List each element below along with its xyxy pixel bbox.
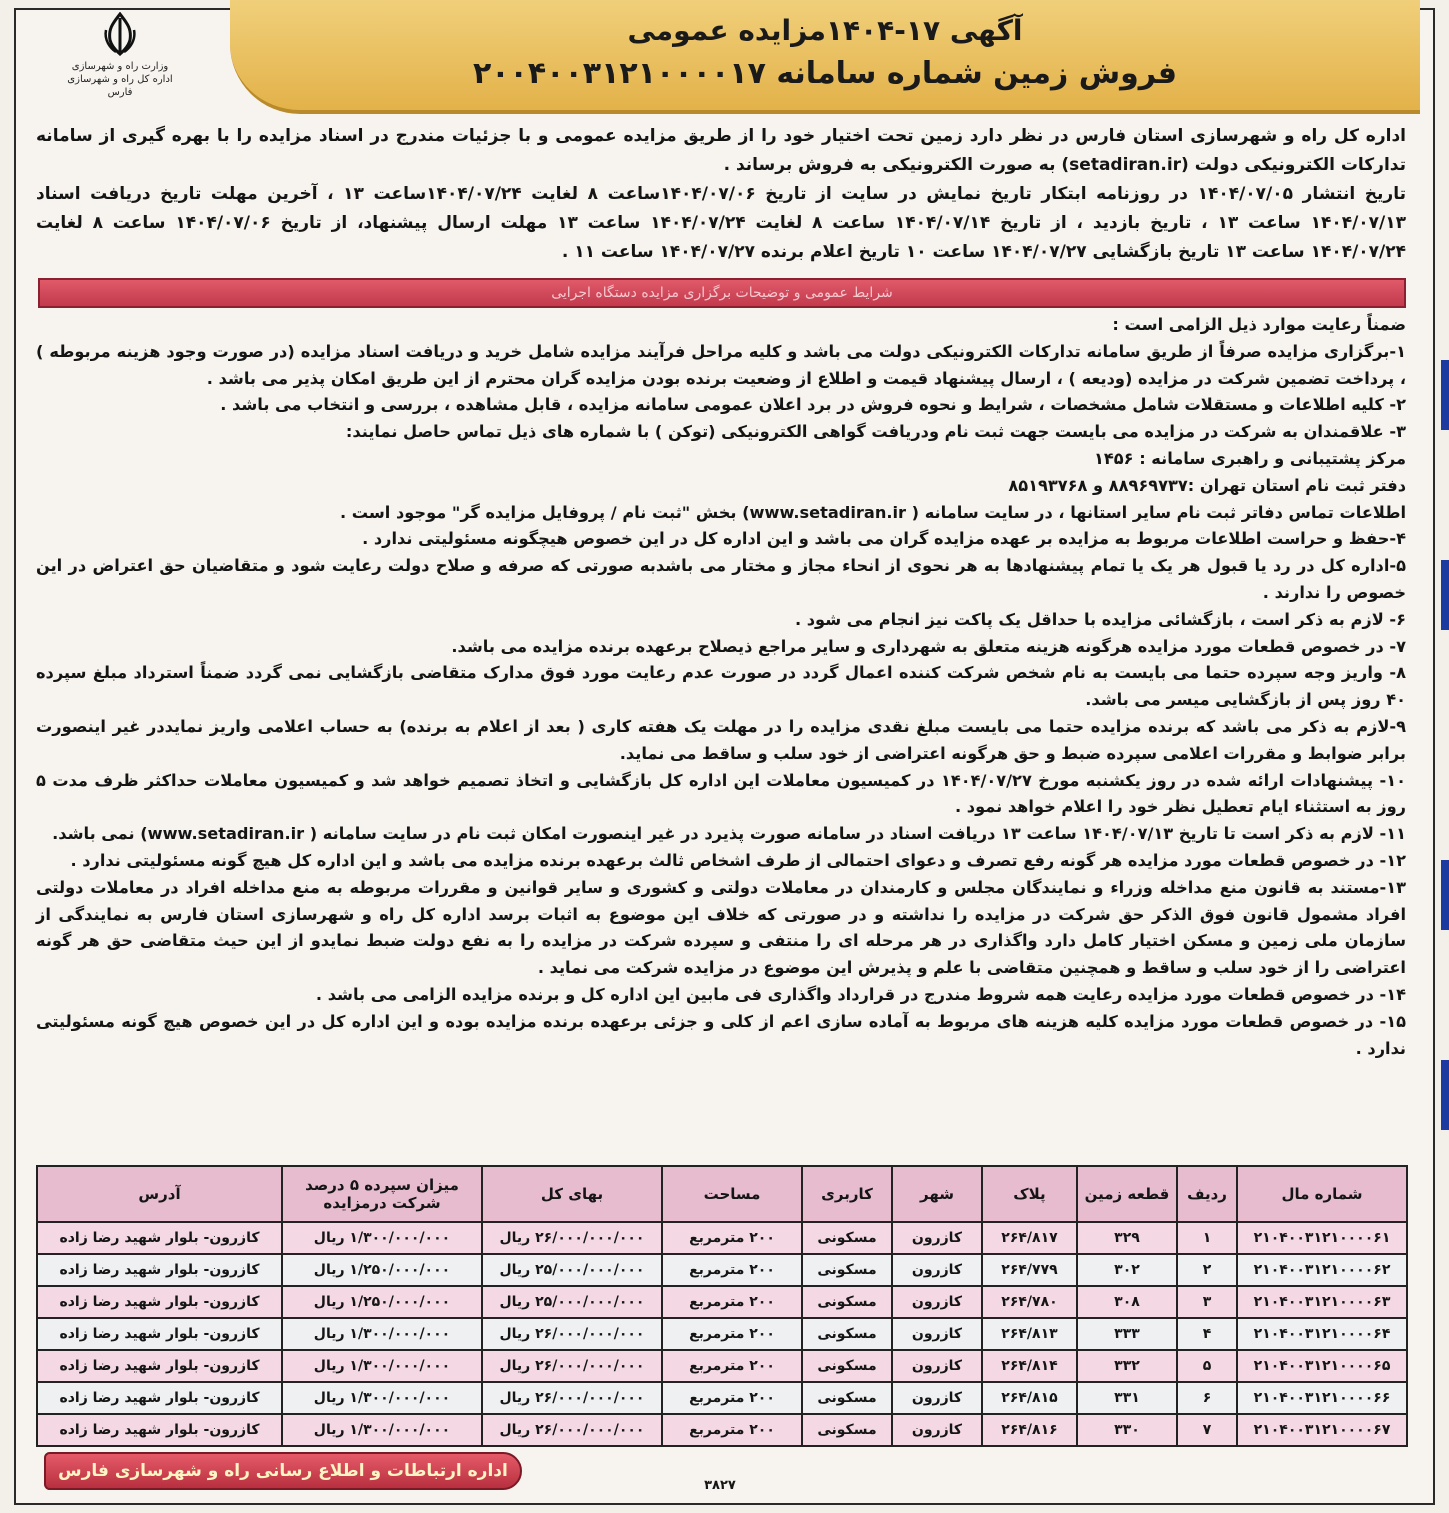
cell-address: کازرون- بلوار شهید رضا زاده <box>37 1254 282 1286</box>
table-row <box>37 1414 1407 1446</box>
cell-usage: مسکونی <box>802 1254 892 1286</box>
cell-city: کازرون <box>892 1414 982 1446</box>
condition-item: ۸- واریز وجه سپرده حتما می بایست به نام شخص شرکت کننده اعمال گردد در صورت عدم رعایت مورد فوق مدارک متقاضی بازگشایی نمی گردد ضمناً استرداد مبلغ سپرده ۴۰ روز پس از بازگشایی میسر می باشد. <box>36 663 1406 710</box>
logo-org-line1: وزارت راه و شهرسازی <box>71 61 169 72</box>
cell-row-number: ۳ <box>1177 1286 1237 1318</box>
condition-item: ۱۰- پیشنهادات ارائه شده در روز یکشنبه مورخ ۱۴۰۴/۰۷/۲۷ در کمیسیون معاملات این اداره کل بازگشایی و اتخاذ تصمیم خواهد شد و کمیسیون معاملات حداکثر ظرف مدت ۵ روز به استثناء ایام تعطیل نظر خود را اعلام خواهد نمود . <box>36 770 1406 817</box>
cell-city: کازرون <box>892 1254 982 1286</box>
cell-plot: ۳۳۲ <box>1077 1350 1177 1382</box>
header-address: آدرس <box>37 1166 282 1222</box>
cell-total-price: ۲۶/۰۰۰/۰۰۰/۰۰۰ ریال <box>482 1350 662 1382</box>
logo-org-line2: اداره کل راه و شهرسازی فارس <box>67 74 173 98</box>
emblem-icon <box>100 12 140 56</box>
cell-deposit: ۱/۲۵۰/۰۰۰/۰۰۰ ریال <box>282 1254 482 1286</box>
cell-asset-number: ۲۱۰۴۰۰۳۱۲۱۰۰۰۰۶۴ <box>1237 1318 1407 1350</box>
cell-city: کازرون <box>892 1222 982 1254</box>
cell-total-price: ۲۶/۰۰۰/۰۰۰/۰۰۰ ریال <box>482 1222 662 1254</box>
cell-row-number: ۵ <box>1177 1350 1237 1382</box>
cell-total-price: ۲۶/۰۰۰/۰۰۰/۰۰۰ ریال <box>482 1382 662 1414</box>
cell-row-number: ۷ <box>1177 1414 1237 1446</box>
header-registration: پلاک <box>982 1166 1077 1222</box>
cell-row-number: ۴ <box>1177 1318 1237 1350</box>
cell-plot: ۳۰۸ <box>1077 1286 1177 1318</box>
table-header-row <box>37 1166 1407 1222</box>
cell-address: کازرون- بلوار شهید رضا زاده <box>37 1350 282 1382</box>
cell-deposit: ۱/۳۰۰/۰۰۰/۰۰۰ ریال <box>282 1350 482 1382</box>
cell-asset-number: ۲۱۰۴۰۰۳۱۲۱۰۰۰۰۶۵ <box>1237 1350 1407 1382</box>
conditions-banner: شرایط عمومی و توضیحات برگزاری مزایده دستگاه اجرایی <box>38 278 1406 308</box>
condition-item: ۵-اداره کل در رد یا قبول هر یک یا تمام پیشنهادها به هر نحوی از انحاء مجاز و مختار می باشدبه صورتی که صرفه و صلاح دولت رعایت شود و متقاضیان حق اعتراض در این خصوص را ندارند . <box>36 556 1406 602</box>
cell-address: کازرون- بلوار شهید رضا زاده <box>37 1318 282 1350</box>
condition-item: ۱۵- در خصوص قطعات مورد مزایده کلیه هزینه های مربوط به آماده سازی اعم از کلی و جزئی برعهده برنده مزایده بوده و این اداره کل در این خصوص هیچ گونه مسئولیتی ندارد . <box>36 1011 1406 1058</box>
cell-area: ۲۰۰ مترمربع <box>662 1286 802 1318</box>
cell-deposit: ۱/۳۰۰/۰۰۰/۰۰۰ ریال <box>282 1222 482 1254</box>
header-total-price: بهای کل <box>482 1166 662 1222</box>
cell-usage: مسکونی <box>802 1414 892 1446</box>
cell-total-price: ۲۶/۰۰۰/۰۰۰/۰۰۰ ریال <box>482 1318 662 1350</box>
cell-asset-number: ۲۱۰۴۰۰۳۱۲۱۰۰۰۰۶۶ <box>1237 1382 1407 1414</box>
cell-asset-number: ۲۱۰۴۰۰۳۱۲۱۰۰۰۰۶۳ <box>1237 1286 1407 1318</box>
header-city: شهر <box>892 1166 982 1222</box>
cell-total-price: ۲۶/۰۰۰/۰۰۰/۰۰۰ ریال <box>482 1414 662 1446</box>
cell-usage: مسکونی <box>802 1318 892 1350</box>
condition-item: ضمناً رعایت موارد ذیل الزامی است : <box>1112 315 1406 334</box>
cell-registration: ۲۶۴/۸۱۴ <box>982 1350 1077 1382</box>
table-row <box>37 1318 1407 1350</box>
cell-plot: ۳۳۳ <box>1077 1318 1177 1350</box>
condition-item: اطلاعات تماس دفاتر ثبت نام سایر استانها ، در سایت سامانه ( www.setadiran.ir) بخش "ثبت نام / پروفایل مزایده گر" موجود است . <box>339 502 1406 522</box>
cell-deposit: ۱/۲۵۰/۰۰۰/۰۰۰ ریال <box>282 1286 482 1318</box>
header-deposit: میزان سپرده ۵ درصد شرکت درمزایده <box>282 1166 482 1222</box>
cell-address: کازرون- بلوار شهید رضا زاده <box>37 1222 282 1254</box>
cell-usage: مسکونی <box>802 1286 892 1318</box>
land-table <box>36 1165 1408 1445</box>
cell-asset-number: ۲۱۰۴۰۰۳۱۲۱۰۰۰۰۶۱ <box>1237 1222 1407 1254</box>
cell-asset-number: ۲۱۰۴۰۰۳۱۲۱۰۰۰۰۶۲ <box>1237 1254 1407 1286</box>
cell-registration: ۲۶۴/۸۱۷ <box>982 1222 1077 1254</box>
cell-address: کازرون- بلوار شهید رضا زاده <box>37 1286 282 1318</box>
cell-registration: ۲۶۴/۷۸۰ <box>982 1286 1077 1318</box>
condition-item: ۴-حفظ و حراست اطلاعات مربوط به مزایده بر عهده مزایده گران می باشد و این اداره کل در این خصوص هیچگونه مسئولیتی ندارد . <box>362 529 1406 549</box>
cell-area: ۲۰۰ مترمربع <box>662 1254 802 1286</box>
cell-plot: ۳۳۱ <box>1077 1382 1177 1414</box>
cell-city: کازرون <box>892 1382 982 1414</box>
header-plot: قطعه زمین <box>1077 1166 1177 1222</box>
cell-city: کازرون <box>892 1286 982 1318</box>
table-row <box>37 1222 1407 1254</box>
page-code: ۳۸۲۷ <box>704 1478 736 1493</box>
cell-usage: مسکونی <box>802 1350 892 1382</box>
cell-row-number: ۱ <box>1177 1222 1237 1254</box>
cell-deposit: ۱/۳۰۰/۰۰۰/۰۰۰ ریال <box>282 1318 482 1350</box>
cell-plot: ۳۳۰ <box>1077 1414 1177 1446</box>
condition-item: ۱۱- لازم به ذکر است تا تاریخ ۱۴۰۴/۰۷/۱۳ ساعت ۱۳ دریافت اسناد در سامانه صورت پذیرد در غیر اینصورت امکان ثبت نام در سایت سامانه ( www.setadiran.ir) نمی باشد. <box>52 824 1406 844</box>
cell-row-number: ۶ <box>1177 1382 1237 1414</box>
header-asset-number: شماره مال <box>1237 1166 1407 1222</box>
dates-paragraph: تاریخ انتشار ۱۴۰۴/۰۷/۰۵ در روزنامه ابتکار تاریخ نمایش در سایت از تاریخ ۱۴۰۴/۰۷/۰۶ساعت ۸ لغایت ۱۴۰۴/۰۷/۲۴ساعت ۱۳ ، آخرین مهلت تاریخ دریافت اسناد ۱۴۰۴/۰۷/۱۳ ساعت ۱۳ ، تاریخ بازدید ، از تاریخ ۱۴۰۴/۰۷/۱۴ ساعت ۸ لغایت ۱۴۰۴/۰۷/۲۴ ساعت ۱۳ مهلت ارسال پیشنهاد، از تاریخ ۱۴۰۴/۰۷/۰۶ ساعت ۸ لغایت ۱۴۰۴/۰۷/۲۴ ساعت ۱۳ تاریخ بازگشایی ۱۴۰۴/۰۷/۲۷ ساعت ۱۰ تاریخ اعلام برنده ۱۴۰۴/۰۷/۲۷ ساعت ۱۱ . <box>36 184 1407 262</box>
conditions-list <box>36 312 1406 1062</box>
cell-registration: ۲۶۴/۸۱۳ <box>982 1318 1077 1350</box>
condition-item: ۹-لازم به ذکر می باشد که برنده مزایده حتما می بایست مبلغ نقدی مزایده را در مهلت یک هفته کاری ( بعد از اعلام به برنده) به حساب اعلامی واریز نمایددر غیر اینصورت برابر ضوابط و مقررات اعلامی سپرده ضبط و حق هرگونه اعتراضی از خود سلب و ساقط می نماید. <box>36 716 1406 763</box>
cell-row-number: ۲ <box>1177 1254 1237 1286</box>
header-usage: کاربری <box>802 1166 892 1222</box>
ministry-logo <box>60 12 180 102</box>
table-row <box>37 1382 1407 1414</box>
condition-item: ۱۳-مستند به قانون منع مداخله وزراء و نمایندگان مجلس و کارمندان در معاملات دولتی و کشوری و سایر قوانین و مقررات مربوطه به منع مداخله افراد در معاملات دولتی افراد مشمول قانون فوق الذکر حق شرکت در مزایده را نداشته و در صورتی که خلاف این موضوع به اثبات برسد اداره کل راه و شهرسازی استان فارس به نمایندگی از سازمان ملی زمین و مسکن اختیار کامل دارد واگذاری در هر مرحله ای را منتفی و سپرده شرکت در مزایده را به نفع دولت ضبط نمایدو از این حیث متقاضی حق هر گونه اعتراضی را از خود سلب و ساقط و همچنین متقاضی با علم و پذیرش این موضوع در مزایده شرکت می نماید . <box>36 877 1406 978</box>
cell-total-price: ۲۵/۰۰۰/۰۰۰/۰۰۰ ریال <box>482 1286 662 1318</box>
cell-address: کازرون- بلوار شهید رضا زاده <box>37 1382 282 1414</box>
condition-item: دفتر ثبت نام استان تهران :۸۸۹۶۹۷۳۷ و ۸۵۱۹۳۷۶۸ <box>1008 475 1406 495</box>
table-row <box>37 1286 1407 1318</box>
cell-registration: ۲۶۴/۷۷۹ <box>982 1254 1077 1286</box>
condition-item: مرکز پشتیبانی و راهبری سامانه : ۱۴۵۶ <box>1094 448 1406 468</box>
cell-area: ۲۰۰ مترمربع <box>662 1382 802 1414</box>
footer-badge: اداره ارتباطات و اطلاع رسانی راه و شهرسازی فارس <box>44 1452 522 1490</box>
condition-item: ۱-برگزاری مزایده صرفاً از طریق سامانه تدارکات الکترونیکی دولت می باشد و کلیه مراحل فرآیند مزایده شامل خرید و دریافت اسناد مزایده (در صورت وجود هزینه مربوطه ) ، پرداخت تضمین شرکت در مزایده (ودیعه ) ، ارسال پیشنهاد قیمت و اطلاع از وضعیت برنده بودن مزایده گران محترم از این طریق امکان پذیر می باشد . <box>36 341 1406 388</box>
header-subtitle: فروش زمین شماره سامانه ۲۰۰۴۰۰۳۱۲۱۰۰۰۰۱۷ <box>472 56 1178 91</box>
cell-plot: ۳۲۹ <box>1077 1222 1177 1254</box>
condition-item: ۲- کلیه اطلاعات و مستقلات شامل مشخصات ، شرایط و نحوه فروش در برد اعلان عمومی سامانه مزایده ، قابل مشاهده ، بررسی و انتخاب می باشد . <box>220 395 1406 415</box>
cell-usage: مسکونی <box>802 1222 892 1254</box>
cell-registration: ۲۶۴/۸۱۶ <box>982 1414 1077 1446</box>
header-area: مساحت <box>662 1166 802 1222</box>
condition-item: ۳- علاقمندان به شرکت در مزایده می بایست جهت ثبت نام ودریافت گواهی الکترونیکی (توکن ) با شماره های ذیل تماس حاصل نمایند: <box>345 422 1406 442</box>
cell-total-price: ۲۵/۰۰۰/۰۰۰/۰۰۰ ریال <box>482 1254 662 1286</box>
header-title: آگهی ۱۷-۱۴۰۴مزایده عمومی <box>627 14 1023 47</box>
table-row <box>37 1350 1407 1382</box>
condition-item: ۱۴- در خصوص قطعات مورد مزایده رعایت همه شروط مندرج در قرارداد واگذاری فی مابین این اداره کل و برنده مزایده الزامی می باشد . <box>315 984 1406 1004</box>
side-tab <box>1441 1060 1449 1130</box>
side-tab <box>1441 860 1449 930</box>
cell-city: کازرون <box>892 1350 982 1382</box>
cell-area: ۲۰۰ مترمربع <box>662 1414 802 1446</box>
cell-city: کازرون <box>892 1318 982 1350</box>
table-row <box>37 1254 1407 1286</box>
intro-text <box>36 122 1406 267</box>
cell-area: ۲۰۰ مترمربع <box>662 1350 802 1382</box>
cell-area: ۲۰۰ مترمربع <box>662 1222 802 1254</box>
cell-address: کازرون- بلوار شهید رضا زاده <box>37 1414 282 1446</box>
side-tab <box>1441 360 1449 430</box>
cell-usage: مسکونی <box>802 1382 892 1414</box>
side-tab <box>1441 560 1449 630</box>
header-row-number: ردیف <box>1177 1166 1237 1222</box>
condition-item: ۱۲- در خصوص قطعات مورد مزایده هر گونه رفع تصرف و دعوای احتمالی از طرف اشخاص ثالث برعهده برنده مزایده می باشد و این اداره کل هیچ گونه مسئولیتی ندارد . <box>70 850 1406 870</box>
condition-item: ۶- لازم به ذکر است ، بازگشائی مزایده با حداقل یک پاکت نیز انجام می شود . <box>794 609 1406 629</box>
intro-paragraph: اداره کل راه و شهرسازی استان فارس در نظر دارد زمین تحت اختیار خود را از طریق مزایده عمومی و با جزئیات مندرج در اسناد مزایده را با بهره گیری از سامانه تدارکات الکترونیکی دولت (setadiran.ir) به صورت الکترونیکی به فروش برساند . <box>36 126 1406 175</box>
cell-deposit: ۱/۳۰۰/۰۰۰/۰۰۰ ریال <box>282 1382 482 1414</box>
cell-area: ۲۰۰ مترمربع <box>662 1318 802 1350</box>
condition-item: ۷- در خصوص قطعات مورد مزایده هرگونه هزینه متعلق به شهرداری و سایر مراجع ذیصلاح برعهده برنده مزایده می باشد. <box>451 636 1406 656</box>
cell-asset-number: ۲۱۰۴۰۰۳۱۲۱۰۰۰۰۶۷ <box>1237 1414 1407 1446</box>
cell-plot: ۳۰۲ <box>1077 1254 1177 1286</box>
cell-registration: ۲۶۴/۸۱۵ <box>982 1382 1077 1414</box>
cell-deposit: ۱/۳۰۰/۰۰۰/۰۰۰ ریال <box>282 1414 482 1446</box>
